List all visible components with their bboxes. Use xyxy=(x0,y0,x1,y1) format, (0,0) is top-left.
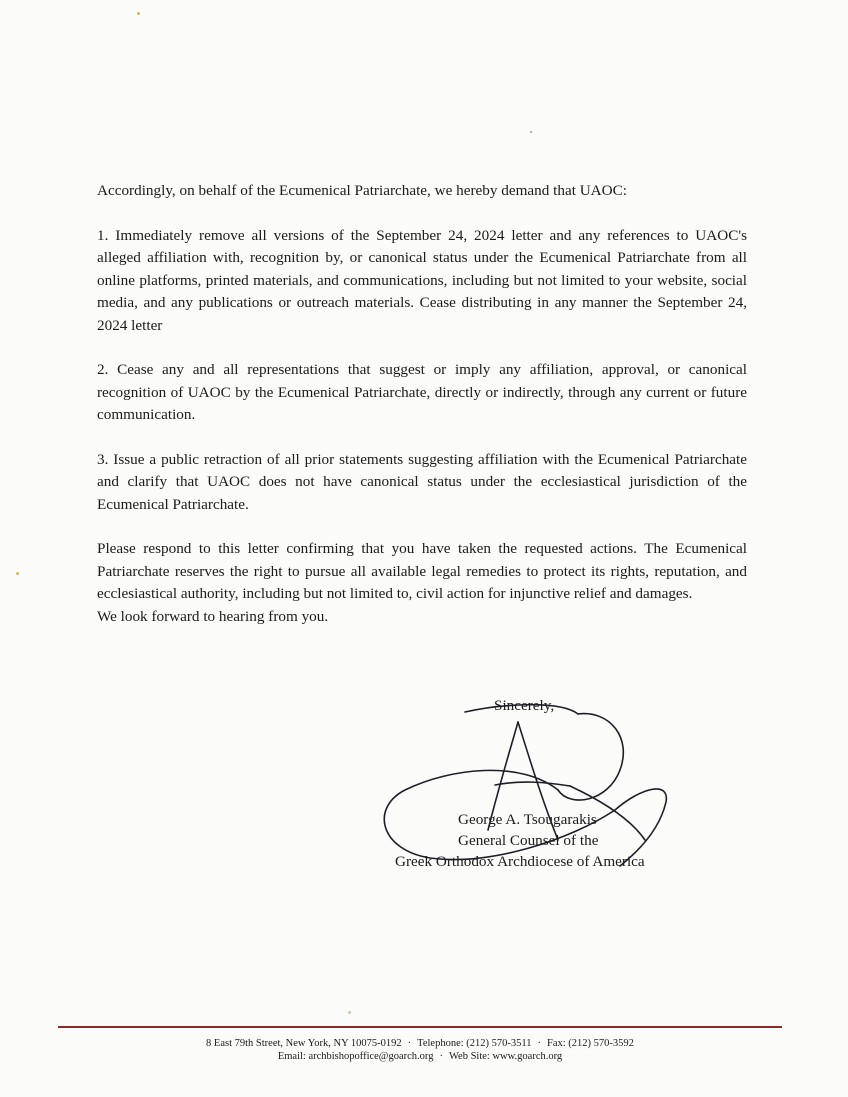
scan-speck xyxy=(137,12,140,15)
letter-intro: Accordingly, on behalf of the Ecumenical Patriarchate, we hereby demand that UAOC: xyxy=(97,182,627,199)
footer-separator: · xyxy=(439,1051,443,1062)
footer-email: Email: archbishopoffice@goarch.org xyxy=(277,1051,434,1062)
footer-telephone: Telephone: (212) 570-3511 xyxy=(417,1038,532,1049)
scan-speck xyxy=(530,131,532,133)
signature-valediction: Sincerely, xyxy=(494,697,555,714)
footer-separator: · xyxy=(407,1038,412,1049)
footer-address: 8 East 79th Street, New York, NY 10075-0192 xyxy=(206,1038,402,1049)
footer-line-1 xyxy=(58,1037,782,1050)
demand-item-1: 1. Immediately remove all versions of the September 24, 2024 letter and any references to UAOC's alleged affiliation with, recognition by, or canonical status under the Ecumenical Patriarchate from all online platforms, printed materials, and communications, including but not limited to your website, social media, and any publications or outreach materials. Cease distributing in any manner the September 24, 2024 letter xyxy=(97,226,747,334)
scan-speck xyxy=(16,572,19,575)
letter-body xyxy=(97,180,747,628)
signer-name: George A. Tsougarakis xyxy=(458,811,597,828)
signer-organization: Greek Orthodox Archdiocese of America xyxy=(395,853,645,870)
closing-line: We look forward to hearing from you. xyxy=(97,607,329,625)
letterhead-footer xyxy=(58,1037,782,1063)
footer-line-2 xyxy=(58,1050,782,1063)
footer-separator: · xyxy=(537,1038,542,1049)
closing-paragraph: Please respond to this letter confirming that you have taken the requested actions. The Ecumenical Patriarchate reserves the right to pursue all available legal remedies to protect its rights, reputation, and ecclesiastical authority, including but not limited to, civil action for injunctive relief and damages. xyxy=(97,540,747,602)
demand-item-2: 2. Cease any and all representations that suggest or imply any affiliation, approval, or canonical recognition of UAOC by the Ecumenical Patriarchate, directly or indirectly, through any current or future communication. xyxy=(97,361,747,423)
scan-speck xyxy=(348,1011,351,1014)
footer-divider xyxy=(58,1026,782,1028)
footer-fax: Fax: (212) 570-3592 xyxy=(547,1038,634,1049)
demand-item-3: 3. Issue a public retraction of all prior statements suggesting affiliation with the Ecumenical Patriarchate and clarify that UAOC does not have canonical status under the ecclesiastical jurisdiction of the Ecumenical Patriarchate. xyxy=(97,450,747,513)
footer-website: Web Site: www.goarch.org xyxy=(448,1051,563,1062)
signer-title: General Counsel of the xyxy=(458,832,599,849)
